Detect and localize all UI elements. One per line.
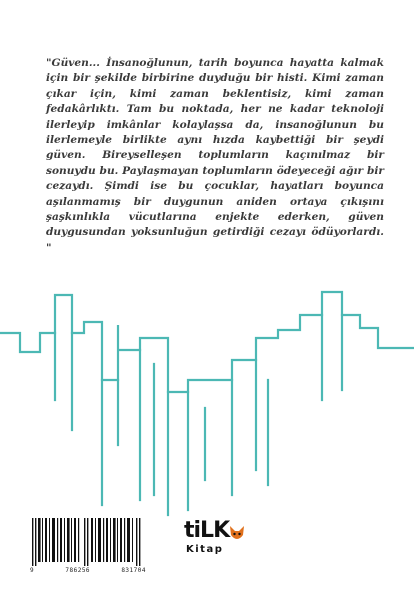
barcode-digit-group: 831704 [121,567,146,574]
publisher-logo-bottom: Kitap [186,544,224,555]
fox-icon [228,524,246,544]
barcode-digit-group: 9 [30,567,35,574]
publisher-logo [184,520,244,566]
barcode-digit-group: 786256 [65,567,91,574]
publisher-logo-top: tiLK [184,518,230,543]
city-skyline-illustration [0,280,414,520]
back-cover-quote: "Güven... İnsanoğlunun, tarih boyunca hayatta kalmak için bir şekilde birbirine duyduğu bir histi. Kimi zaman çıkar için, kimi zaman beklentisiz, kimi zaman fedakârlıktı. Tam bu noktada, her ne kadar teknoloji ilerleyip imkânlar kolaylaşsa da, insanoğlunun bu ilerlemeyle birlikte aynı hızda kaybettiği bir şeydi güven. Bireyselleşen toplumların kaçınılmaz bir sonuydu bu. Paylaşmayan toplumların ödeyeceği ağır bir cezaydı. Şimdi ise bu çocuklar, hayatları boyunca aşılanmamış bir duygunun aniden ortaya çıkışını şaşkınlıkla vücutlarına enjekte ederken, güven duygusundan yoksunluğun getirdiği cezayı ödüyorlardı. " [46,57,384,254]
barcode-digits [30,567,146,574]
